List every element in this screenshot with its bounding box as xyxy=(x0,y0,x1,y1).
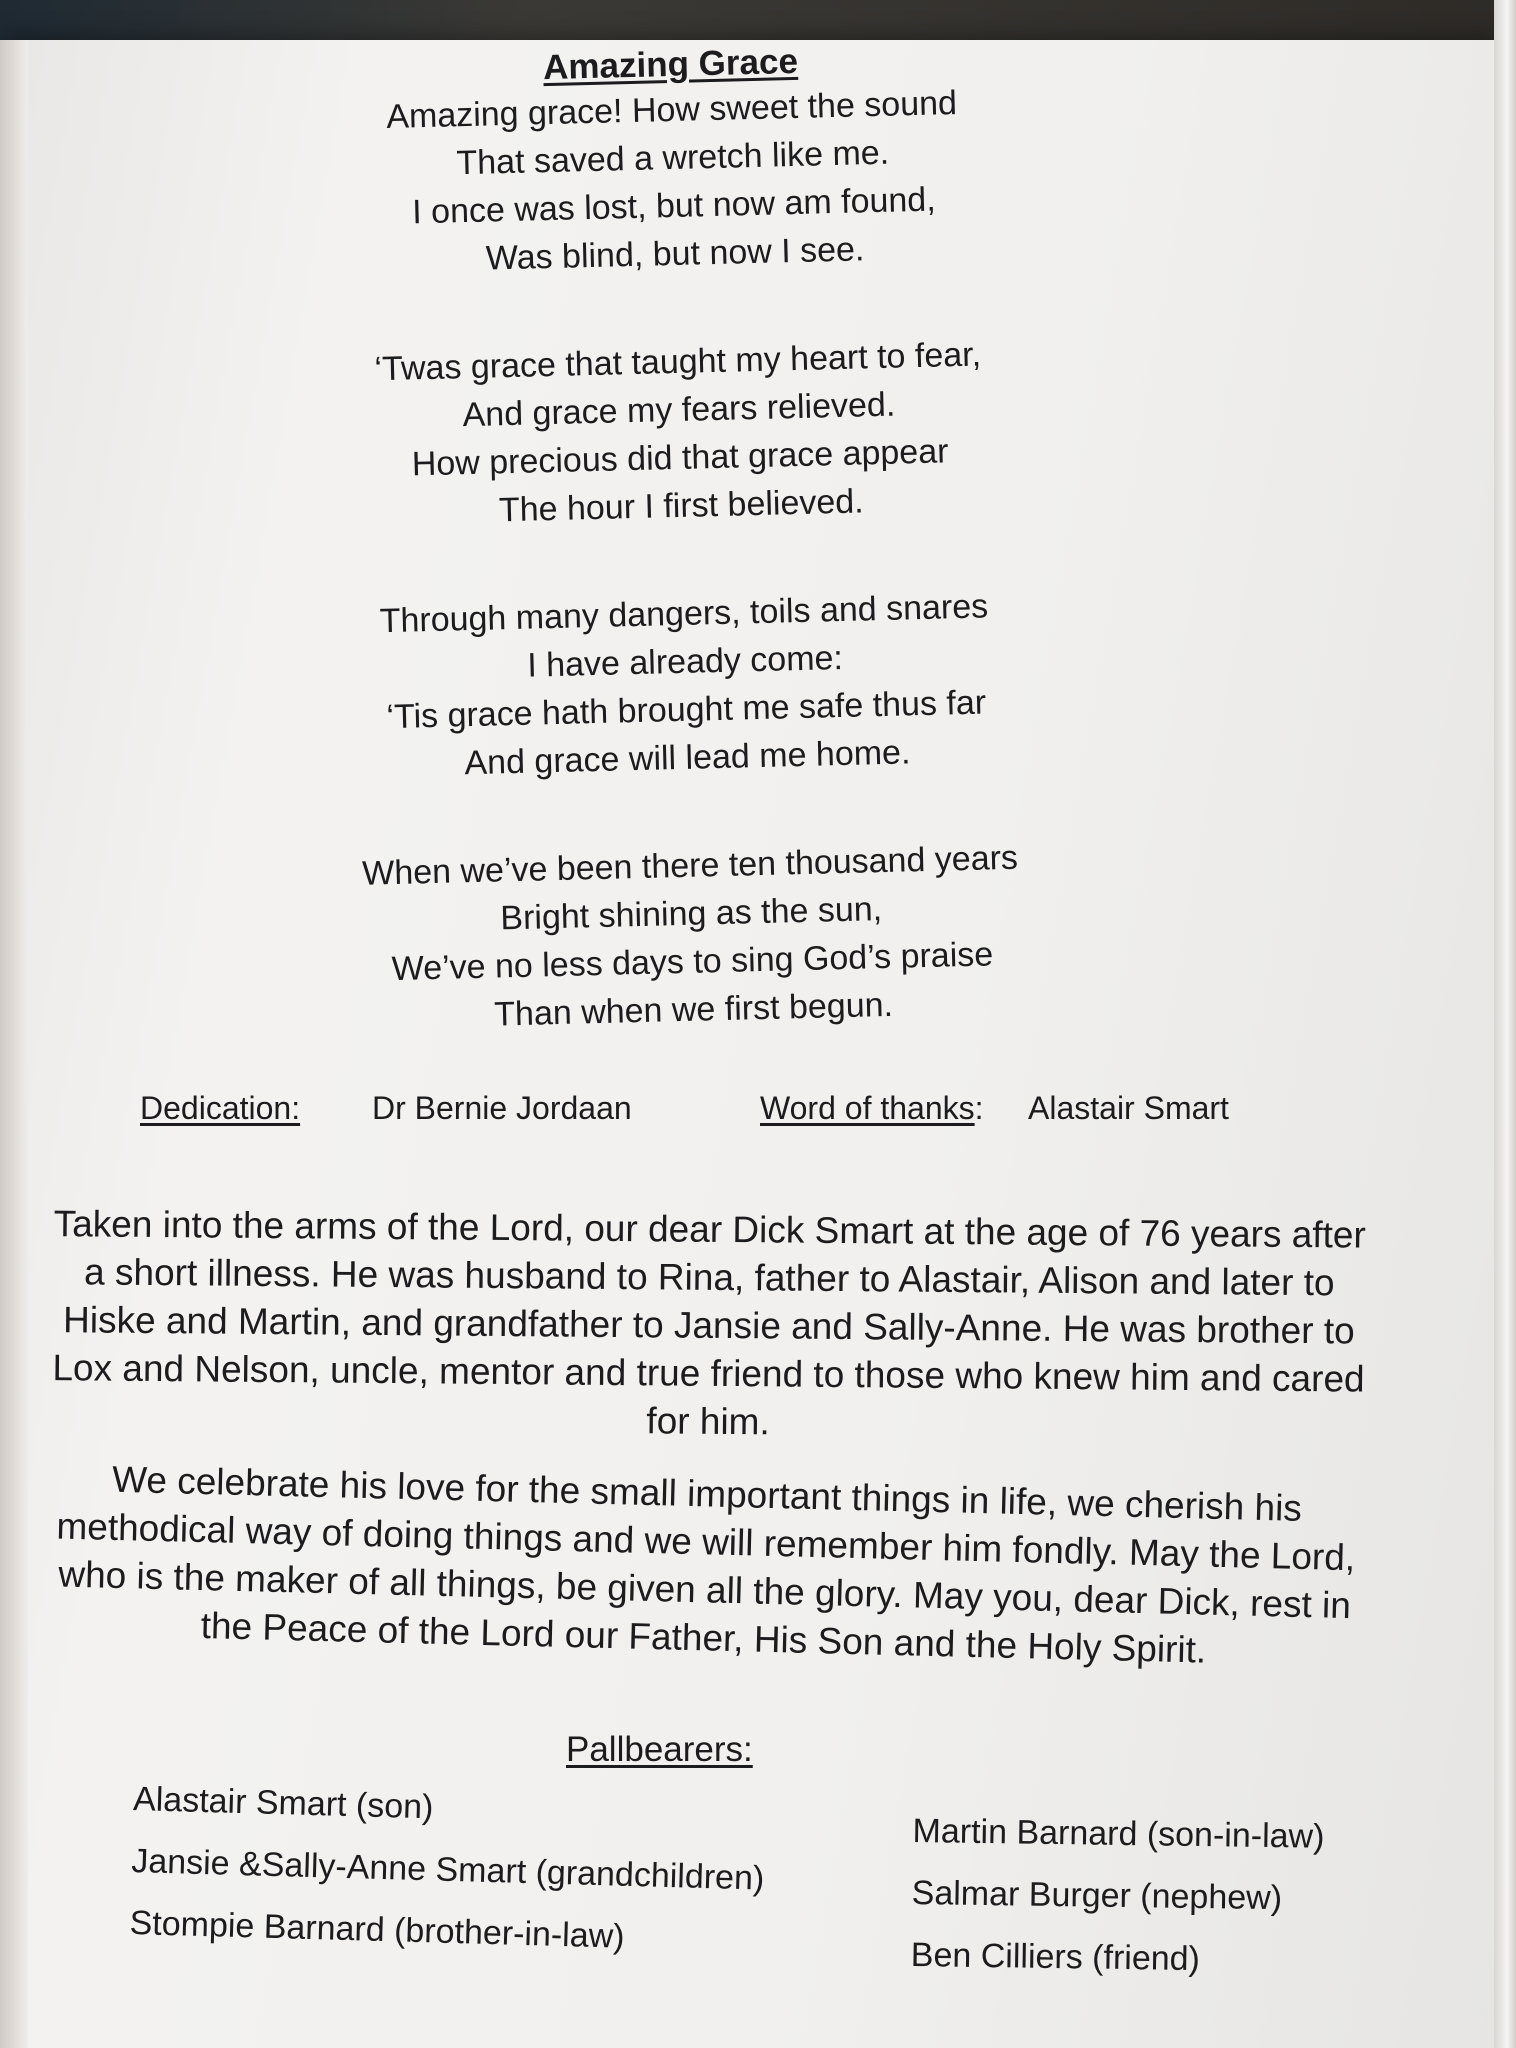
hymn-line: Than when we first begun. xyxy=(493,985,894,1034)
hymn-stanza-1 xyxy=(271,76,1075,287)
hymn-line: How precious did that grace appear xyxy=(411,432,949,484)
dedication-name: Dr Bernie Jordaan xyxy=(372,1090,632,1126)
hymn-line: ‘Tis grace hath brought me safe thus far xyxy=(386,683,987,737)
tribute xyxy=(36,1200,1380,1671)
hymn-stanza-2 xyxy=(277,328,1081,539)
hymn-line: I have already come: xyxy=(526,638,844,685)
pallbearer-name: Ben Cilliers (friend) xyxy=(910,1935,1201,1979)
hymn-line: The hour I first believed. xyxy=(498,482,865,530)
pallbearer-name: Jansie &Sally-Anne Smart (grandchildren) xyxy=(130,1841,765,1898)
pallbearer-name: Salmar Burger (nephew) xyxy=(911,1873,1283,1918)
hymn xyxy=(270,34,1095,1103)
pallbearer-name: Alastair Smart (son) xyxy=(132,1779,434,1827)
hymn-line: And grace my fears relieved. xyxy=(462,385,896,435)
pallbearer-name: Stompie Barnard (brother-in-law) xyxy=(129,1903,626,1956)
thanks-label: Word of thanks xyxy=(760,1090,975,1126)
pallbearer-name: Martin Barnard (son-in-law) xyxy=(912,1811,1325,1856)
hymn-line: Through many dangers, toils and snares xyxy=(379,587,989,641)
dedication-label: Dedication: xyxy=(140,1090,301,1126)
thanks-label-group xyxy=(760,1090,984,1127)
hymn-line: Bright shining as the sun, xyxy=(499,890,883,938)
hymn-line: Was blind, but now I see. xyxy=(485,230,865,278)
tribute-paragraph-2: We celebrate his love for the small important things in life, we cherish his methodical way of doing things and we will remember him fondly. May the Lord, who is the maker of all things, be given all the glory. May you, dear Dick, rest in the Peace of the Lord our Father, His Son and the Holy Spirit. xyxy=(55,1458,1356,1671)
hymn-line: That saved a wretch like me. xyxy=(456,133,890,183)
hymn-line: We’ve no less days to sing God’s praise xyxy=(391,935,994,989)
hymn-line: When we’ve been there ten thousand years xyxy=(361,838,1019,893)
pallbearers-left-list xyxy=(129,1768,767,1972)
service-roles xyxy=(140,1090,1270,1134)
tribute-paragraph-1: Taken into the arms of the Lord, our dear Dick Smart at the age of 76 years after a short illness. He was husband to Rina, father to Alastair, Alison and later to Hiske and Martin, and grandfather to Jansie and Sally-Anne. He was brother to Lox and Nelson, uncle, mentor and true friend to those who knew him and cared for him. xyxy=(52,1203,1366,1443)
page-edge xyxy=(1494,0,1516,2048)
pallbearers-right-list xyxy=(910,1800,1324,1992)
pallbearers-title: Pallbearers: xyxy=(566,1730,753,1769)
hymn-line: And grace will lead me home. xyxy=(464,733,911,783)
hymn-line: Amazing grace! How sweet the sound xyxy=(385,84,958,136)
hymn-stanza-4 xyxy=(290,832,1094,1043)
hymn-title: Amazing Grace xyxy=(542,41,799,88)
hymn-line: I once was lost, but now am found, xyxy=(411,180,937,232)
thanks-name: Alastair Smart xyxy=(1028,1090,1229,1126)
thanks-colon: : xyxy=(974,1090,984,1126)
page-fold xyxy=(0,40,28,2048)
hymn-stanza-3 xyxy=(283,580,1087,791)
hymn-line: ‘Twas grace that taught my heart to fear, xyxy=(374,335,982,389)
